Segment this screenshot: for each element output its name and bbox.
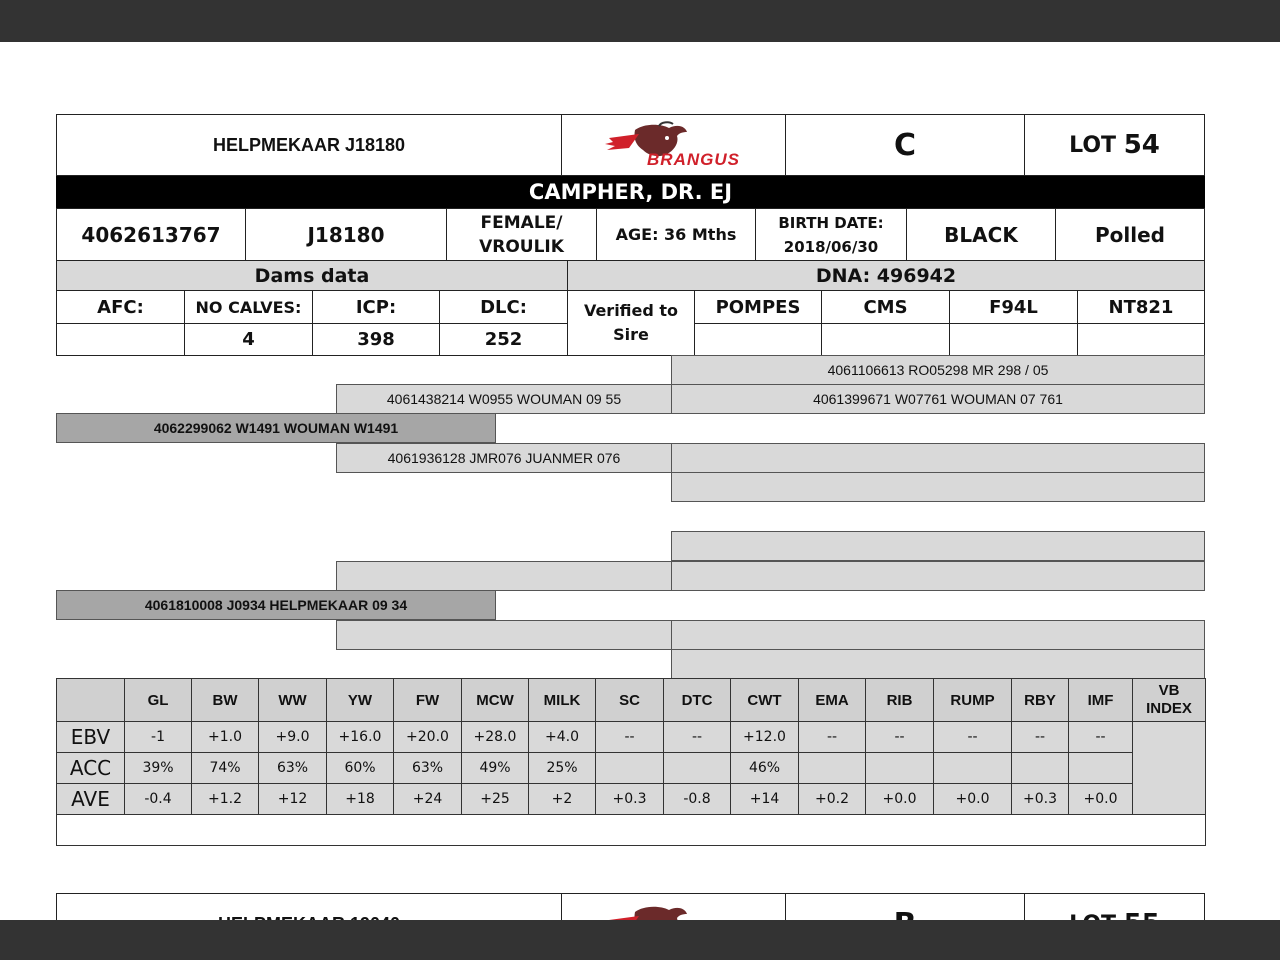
ebv-cell: 49% [462, 753, 529, 784]
age: AGE: 36 Mths [615, 225, 737, 244]
pedigree-dam-sire-dam [671, 561, 1205, 591]
vb-index-value [1133, 722, 1206, 815]
pedigree-dam-dam-dam [671, 649, 1205, 679]
pedigree-text: 4061438214 W0955 WOUMAN 09 55 [386, 391, 622, 407]
pedigree-text: 4061399671 W07761 WOUMAN 07 761 [813, 391, 1063, 407]
owner-banner [56, 176, 1205, 208]
ebv-cell [866, 753, 934, 784]
ebv-cell: -- [664, 722, 731, 753]
ebv-col-header: WW [259, 679, 327, 722]
pedigree-sire-sire [336, 384, 672, 414]
ebv-col-header: FW [394, 679, 462, 722]
sex-line2: VROULIK [479, 236, 564, 257]
ebv-cell: +28.0 [462, 722, 529, 753]
ebv-col-header: RUMP [934, 679, 1012, 722]
ebv-col-header: GL [125, 679, 192, 722]
dams-title-text: Dams data [254, 264, 370, 287]
ebv-cell: -0.8 [664, 784, 731, 815]
vb-line2: INDEX [1146, 700, 1192, 717]
ebv-cell [934, 753, 1012, 784]
animal-id-cell [245, 208, 447, 261]
dna-value-nt821 [1077, 323, 1205, 356]
ebv-cell [664, 753, 731, 784]
vb-index-header [1133, 679, 1206, 722]
horn-cell [1055, 208, 1205, 261]
ebv-cell: +14 [731, 784, 799, 815]
reg-number-cell [56, 208, 246, 261]
ebv-col-header: YW [327, 679, 394, 722]
pedigree-text: 4062299062 W1491 WOUMAN W1491 [153, 420, 399, 436]
ebv-row-label: ACC [57, 753, 125, 784]
ebv-cell [1069, 753, 1133, 784]
pedigree-dam-dam [336, 620, 672, 650]
pedigree-dam-sire [336, 561, 672, 591]
dam-value: 4 [242, 329, 255, 350]
ebv-cell: +20.0 [394, 722, 462, 753]
birth-date-label: BIRTH DATE: [778, 213, 884, 232]
ebv-cell: +18 [327, 784, 394, 815]
ebv-cell: 39% [125, 753, 192, 784]
pedigree-sire [56, 413, 496, 443]
dam-value-icp [312, 323, 440, 356]
ebv-cell: 74% [192, 753, 259, 784]
color-cell [906, 208, 1056, 261]
dna-value-f94l [949, 323, 1078, 356]
dam-value-dlc [439, 323, 568, 356]
ebv-cell: +25 [462, 784, 529, 815]
ebv-row-ebv [57, 722, 1206, 753]
dna-header-pompes [694, 290, 822, 324]
herd-name: HELPMEKAAR J18180 [212, 134, 406, 155]
verified-cell [567, 290, 695, 356]
dam-header-label: DLC: [480, 296, 527, 318]
sex-line1: FEMALE/ [480, 212, 563, 233]
lot-cell [1024, 114, 1205, 176]
ebv-cell: +0.3 [1012, 784, 1069, 815]
pedigree-sire-dam [336, 443, 672, 473]
ebv-cell [799, 753, 866, 784]
ebv-cell: 46% [731, 753, 799, 784]
ebv-table [56, 678, 1206, 846]
dna-header-f94l [949, 290, 1078, 324]
dna-title [567, 260, 1205, 291]
ebv-cell: +0.0 [934, 784, 1012, 815]
ebv-row-acc [57, 753, 1206, 784]
pedigree-text: 4061810008 J0934 HELPMEKAAR 09 34 [144, 597, 408, 613]
pedigree-text: 4061106613 RO05298 MR 298 / 05 [827, 362, 1049, 378]
ebv-cell: -0.4 [125, 784, 192, 815]
viewer-bottom-bar [0, 920, 1280, 960]
ebv-col-header: EMA [799, 679, 866, 722]
lot-label: LOT [1069, 132, 1117, 158]
pedigree-sire-dam-dam [671, 472, 1205, 502]
ebv-blank-row [57, 815, 1206, 846]
ebv-cell: 60% [327, 753, 394, 784]
ebv-cell [1012, 753, 1069, 784]
pedigree-text: 4061936128 JMR076 JUANMER 076 [387, 450, 621, 466]
verified-line1: Verified to [583, 301, 679, 320]
ebv-cell: +12.0 [731, 722, 799, 753]
ebv-cell: +16.0 [327, 722, 394, 753]
dam-header-label: NO CALVES: [195, 297, 302, 317]
lot-number: 54 [1123, 130, 1160, 160]
ebv-col-header: DTC [664, 679, 731, 722]
ebv-row-label: EBV [57, 722, 125, 753]
ebv-cell: -- [1069, 722, 1133, 753]
dna-header-label: F94L [989, 296, 1038, 318]
pedigree-sire-dam-sire [671, 443, 1205, 473]
reg-number: 4062613767 [81, 222, 221, 247]
brangus-logo [561, 114, 786, 176]
dna-header-cms [821, 290, 950, 324]
dam-header-calves [184, 290, 313, 324]
dam-value: 398 [357, 329, 395, 350]
ebv-cell: +0.2 [799, 784, 866, 815]
dam-header-label: ICP: [355, 296, 397, 318]
ebv-cell: +12 [259, 784, 327, 815]
ebv-cell: 63% [394, 753, 462, 784]
ebv-cell: +0.0 [1069, 784, 1133, 815]
ebv-cell: -- [866, 722, 934, 753]
ebv-cell: +1.0 [192, 722, 259, 753]
ebv-cell: -- [799, 722, 866, 753]
verified-line2: Sire [613, 325, 649, 344]
animal-id: J18180 [307, 222, 385, 247]
ebv-col-header: CWT [731, 679, 799, 722]
horn-status: Polled [1095, 222, 1165, 247]
ebv-cell: 63% [259, 753, 327, 784]
ebv-cell: -- [934, 722, 1012, 753]
ebv-cell: -- [1012, 722, 1069, 753]
grade: C [893, 127, 917, 163]
dam-value-calves [184, 323, 313, 356]
pedigree-sire-sire-dam [671, 384, 1205, 414]
ebv-cell: -- [596, 722, 664, 753]
dam-header-label: AFC: [97, 296, 144, 318]
dam-value-afc [56, 323, 185, 356]
birth-date: 2018/06/30 [783, 237, 879, 256]
ebv-cell: +0.3 [596, 784, 664, 815]
brand-name: BRANGUS [647, 150, 740, 169]
ebv-col-header: SC [596, 679, 664, 722]
ebv-cell: +9.0 [259, 722, 327, 753]
grade-cell [785, 114, 1025, 176]
pedigree-sire-sire-sire [671, 355, 1205, 385]
dna-header-label: POMPES [715, 296, 801, 318]
ebv-col-header: BW [192, 679, 259, 722]
ebv-col-header: MILK [529, 679, 596, 722]
ebv-notes-cell [57, 815, 1206, 846]
ebv-table-body [57, 679, 1206, 846]
ebv-col-header: MCW [462, 679, 529, 722]
pedigree-dam [56, 590, 496, 620]
vb-line1: VB [1158, 682, 1180, 699]
ebv-cell: +24 [394, 784, 462, 815]
dam-header-dlc [439, 290, 568, 324]
herd-name-cell [56, 114, 562, 176]
ebv-cell: +4.0 [529, 722, 596, 753]
ebv-row-ave [57, 784, 1206, 815]
dna-header-nt821 [1077, 290, 1205, 324]
dna-value-cms [821, 323, 950, 356]
ebv-col-header: RBY [1012, 679, 1069, 722]
dam-value: 252 [484, 329, 523, 350]
viewer-top-bar [0, 0, 1280, 42]
ebv-cell: +2 [529, 784, 596, 815]
ebv-corner-cell [57, 679, 125, 722]
dam-header-icp [312, 290, 440, 324]
ebv-row-label: AVE [57, 784, 125, 815]
coat-color: BLACK [944, 222, 1018, 247]
owner-name: CAMPHER, DR. EJ [528, 180, 733, 204]
ebv-cell: +0.0 [866, 784, 934, 815]
dams-title [56, 260, 568, 291]
ebv-header-row [57, 679, 1206, 722]
pedigree-dam-dam-sire [671, 620, 1205, 650]
ebv-cell [596, 753, 664, 784]
dna-value-pompes [694, 323, 822, 356]
dna-title-text: DNA: 496942 [815, 264, 957, 287]
age-cell [596, 208, 756, 261]
ebv-cell: 25% [529, 753, 596, 784]
ebv-col-header: IMF [1069, 679, 1133, 722]
ebv-cell: -1 [125, 722, 192, 753]
dna-header-label: CMS [863, 296, 908, 318]
dam-header-afc [56, 290, 185, 324]
sex-cell [446, 208, 597, 261]
dna-header-label: NT821 [1108, 296, 1174, 318]
ebv-cell: +1.2 [192, 784, 259, 815]
pedigree-dam-sire-sire [671, 531, 1205, 561]
ebv-col-header: RIB [866, 679, 934, 722]
birth-date-cell [755, 208, 907, 261]
